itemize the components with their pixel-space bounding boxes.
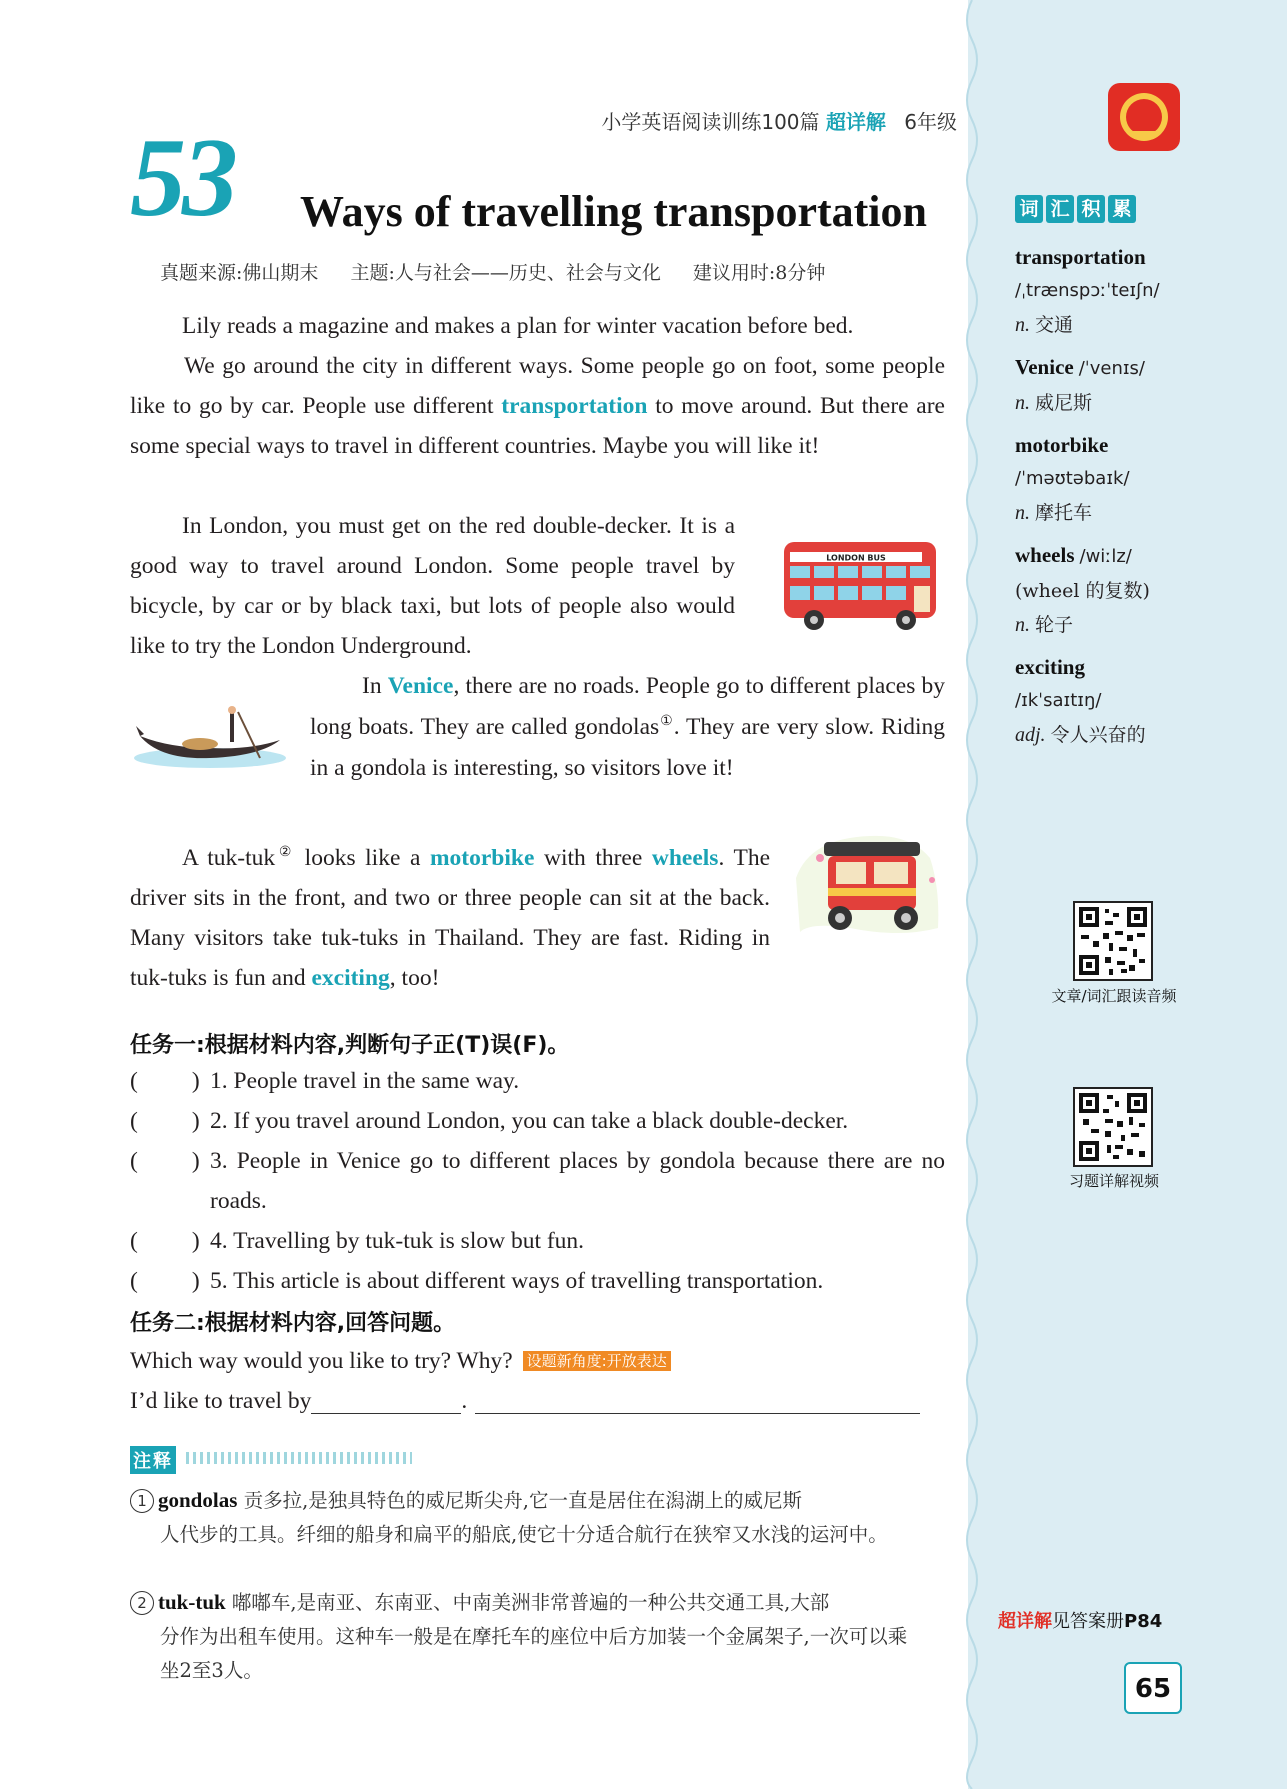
answer-blank-transport[interactable] [311, 1389, 461, 1414]
answer-paren-close: ) [191, 1268, 200, 1294]
footnote-keyword: gondolas [158, 1488, 238, 1512]
paragraph-2 [130, 346, 945, 466]
vocab-meaning: 轮子 [1035, 614, 1074, 636]
paragraph-intro [130, 306, 945, 346]
task1-question-text: 1. People travel in the same way. [210, 1068, 520, 1094]
intro-text: Lily reads a magazine and makes a plan for winter vacation before bed. [182, 313, 854, 339]
vocab-phonetic: /wiːlz/ [1079, 546, 1132, 567]
answer-ref-text: 见答案册 [1052, 1611, 1124, 1632]
answer-prefix: I’d like to travel by [130, 1388, 312, 1414]
vocab-entry-transportation [1015, 240, 1255, 342]
p4-text-b: , there are no roads. People go to different places by long boats. They are called gondolas [310, 673, 946, 740]
answer-paren-open: ( [130, 1108, 138, 1134]
vocab-title-char: 累 [1108, 195, 1136, 223]
footnote-keyword: tuk-tuk [158, 1590, 226, 1614]
paragraph-venice [310, 666, 945, 789]
answer-paren-close: ) [191, 1228, 200, 1254]
vocab-word: exciting [1015, 655, 1085, 679]
vocab-pos: n. [1015, 502, 1030, 524]
task1-heading: 任务一:根据材料内容,判断句子正(T)误(F)。 [130, 1033, 570, 1058]
vocab-phonetic: /ˈvenɪs/ [1078, 358, 1145, 379]
vocab-note: (wheel 的复数) [1015, 580, 1150, 602]
footnote-2 [130, 1585, 920, 1688]
answer-blank-reason[interactable] [475, 1389, 920, 1414]
vocab-meaning: 交通 [1035, 314, 1074, 336]
vocab-phonetic: /ɪkˈsaɪtɪŋ/ [1015, 690, 1102, 711]
time-label: 建议用时:8分钟 [692, 262, 826, 284]
paragraph-london [130, 506, 735, 666]
footnote-ref-1: ① [659, 714, 674, 730]
vocab-word: transportation [1015, 245, 1146, 269]
keyword-venice: Venice [387, 673, 454, 699]
vocab-title-char: 积 [1077, 195, 1105, 223]
vocab-word: wheels [1015, 543, 1075, 567]
footnote-1 [130, 1483, 920, 1552]
answer-paren-open: ( [130, 1068, 138, 1094]
vocab-phonetic: /ˈməʊtəbaɪk/ [1015, 468, 1130, 489]
answer-input[interactable] [138, 1115, 192, 1132]
qr-label-audio: 文章/词汇跟读音频 [1051, 987, 1177, 1005]
p4-text-a: In [362, 673, 388, 699]
keyword-exciting: exciting [311, 965, 390, 991]
vocab-pos: n. [1015, 392, 1030, 414]
vocab-meaning: 摩托车 [1035, 502, 1093, 524]
bus-sign-text: LONDON BUS [826, 553, 886, 563]
p5-text-a: A tuk-tuk [182, 845, 276, 871]
vocab-meaning: 令人兴奋的 [1050, 724, 1146, 746]
vocab-word: Venice [1015, 355, 1074, 379]
p4-text-c: . They are very slow. Riding in a gondola is interesting, so visitors love it! [310, 714, 946, 781]
qr-code-video[interactable] [1073, 1087, 1153, 1167]
notes-divider [186, 1452, 412, 1464]
qr-label-video: 习题详解视频 [1068, 1172, 1159, 1190]
footnote-text-cont: 人代步的工具。纤细的船身和扁平的船底,使它十分适合航行在狭窄又水浅的运河中。 [160, 1523, 888, 1546]
task1-item [130, 1221, 945, 1261]
footnote-ref-2: ② [275, 845, 296, 861]
keyword-transportation: transportation [501, 393, 648, 419]
page-number: 65 [1124, 1662, 1182, 1714]
qr-code-audio[interactable] [1073, 901, 1153, 981]
answer-paren-open: ( [130, 1268, 138, 1294]
answer-paren-open: ( [130, 1148, 138, 1174]
footnote-text: 贡多拉,是独具特色的威尼斯尖舟,它一直是居住在潟湖上的威尼斯 [237, 1489, 802, 1512]
task1-item [130, 1261, 945, 1301]
keyword-wheels: wheels [651, 845, 719, 871]
answer-input[interactable] [138, 1275, 192, 1292]
grade-label: 6年级 [904, 110, 957, 134]
vocab-word: motorbike [1015, 433, 1109, 457]
book-series-header [601, 106, 957, 135]
answer-reference [998, 1607, 1162, 1633]
publisher-logo [1108, 83, 1180, 151]
footnote-number: 1 [130, 1489, 154, 1513]
vocab-title-char: 汇 [1046, 195, 1074, 223]
task1-question-text: 4. Travelling by tuk-tuk is slow but fun. [210, 1228, 585, 1254]
p3-text: In London, you must get on the red double-decker. It is a good way to travel around London. Some people travel by bicycle, by car or by black taxi, but lots of people also would like to try the London Underground. [130, 513, 735, 659]
series-title: 小学英语阅读训练100篇 [601, 110, 820, 134]
answer-input[interactable] [138, 1155, 192, 1172]
footnote-text-cont: 分作为出租车使用。这种车一般是在摩托车的座位中后方加装一个金属架子,一次可以乘坐2至3人。 [160, 1625, 908, 1682]
p5-text-c: with three [534, 845, 652, 871]
vocab-title-char: 词 [1015, 195, 1043, 223]
answer-paren-open: ( [130, 1228, 138, 1254]
answer-input[interactable] [138, 1235, 192, 1252]
paragraph-tuktuk [130, 838, 770, 998]
task1-question-text: 2. If you travel around London, you can take a black double-decker. [210, 1108, 849, 1134]
question-tag-badge: 设题新角度:开放表达 [523, 1351, 671, 1371]
wavy-edge-decoration [960, 0, 984, 1789]
answer-paren-close: ) [191, 1068, 200, 1094]
p2-text-b: to move around. But there are some special ways to travel in different countries. Maybe you will like it! [130, 393, 945, 459]
task2-heading: 任务二:根据材料内容,回答问题。 [130, 1311, 456, 1336]
p5-text-b: looks like a [295, 845, 430, 871]
vocab-entry-motorbike [1015, 428, 1255, 530]
notes-title: 注释 [130, 1446, 176, 1474]
p5-text-e: , too! [389, 965, 440, 991]
vocab-entry-exciting [1015, 650, 1255, 752]
vocab-title [1015, 195, 1136, 223]
vocab-pos: adj. [1015, 724, 1046, 746]
answer-ref-accent: 超详解 [998, 1611, 1052, 1632]
task1-question-text: 3. People in Venice go to different places by gondola because there are no roads. [210, 1148, 945, 1214]
answer-input[interactable] [138, 1075, 192, 1092]
task2-question-text: Which way would you like to try? Why? [130, 1348, 513, 1374]
footnote-text: 嘟嘟车,是南亚、东南亚、中南美洲非常普遍的一种公共交通工具,大部 [225, 1591, 830, 1614]
vocab-phonetic: /ˌtrænspɔːˈteɪʃn/ [1015, 280, 1160, 301]
vocab-pos: n. [1015, 614, 1030, 636]
task1-question-text: 5. This article is about different ways of travelling transportation. [210, 1268, 824, 1294]
vocab-meaning: 威尼斯 [1035, 392, 1093, 414]
vocab-entry-wheels [1015, 538, 1255, 642]
lesson-meta [160, 258, 851, 285]
answer-ref-page: P84 [1124, 1611, 1163, 1632]
p5-text-d: . The driver sits in the front, and two or three people can sit at the back. Many visitors take tuk-tuks in Thailand. They are fast. Riding in tuk-tuks is fun and [130, 845, 771, 991]
vocab-pos: n. [1015, 314, 1030, 336]
theme-label: 主题:人与社会——历史、社会与文化 [350, 262, 661, 284]
vocab-entry-venice [1015, 350, 1255, 420]
series-accent: 超详解 [825, 110, 886, 134]
footnote-number: 2 [130, 1591, 154, 1615]
task2-question [130, 1341, 945, 1381]
task1-item [130, 1101, 945, 1141]
lesson-title: Ways of travelling transportation [300, 187, 927, 236]
task1-item [130, 1061, 945, 1101]
p2-text-a: We go around the city in different ways. Some people go on foot, some people like to go by car. People use different [130, 353, 945, 419]
source-label: 真题来源:佛山期末 [160, 262, 319, 284]
answer-paren-close: ) [191, 1108, 200, 1134]
tuk-tuk-illustration [790, 828, 945, 948]
answer-separator: . [461, 1388, 468, 1414]
gondola-illustration [130, 700, 290, 770]
answer-paren-close: ) [191, 1148, 200, 1174]
double-decker-bus-illustration [780, 538, 940, 632]
keyword-motorbike: motorbike [429, 845, 535, 871]
task2-answer-line [130, 1381, 945, 1421]
task1-item [130, 1141, 945, 1221]
lesson-number: 53 [130, 116, 234, 240]
